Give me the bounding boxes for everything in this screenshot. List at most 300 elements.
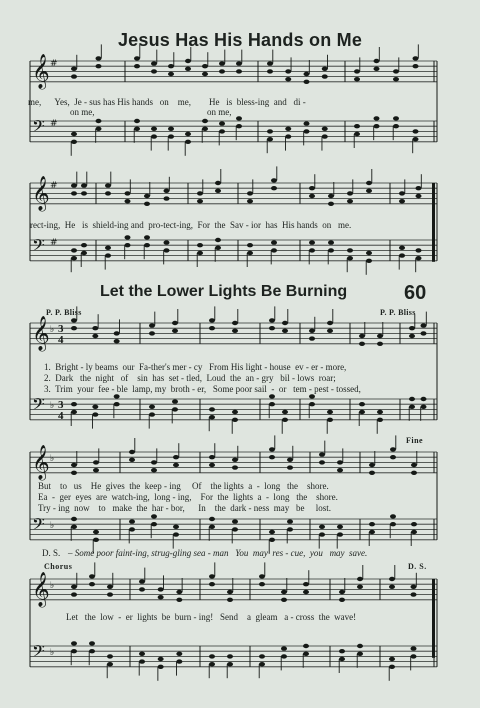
notehead [185,67,191,71]
notehead [269,318,275,322]
notehead [389,585,395,589]
notehead [232,321,238,325]
notehead [389,657,395,661]
notehead [413,64,419,68]
notehead [105,191,111,195]
notehead [303,644,309,648]
notehead [232,418,238,422]
notehead [168,64,174,68]
notehead [144,202,150,206]
notehead [357,585,363,589]
composer-credit: P. P. Bliss [46,308,82,317]
notehead [421,397,427,401]
notehead [219,121,225,125]
notehead [285,77,291,81]
notehead [114,331,120,335]
notehead [287,519,293,523]
notehead [337,525,343,529]
notehead [149,323,155,327]
notehead [96,56,102,60]
notehead [236,124,242,128]
notehead [390,522,396,526]
notehead [209,407,215,411]
notehead [269,402,275,406]
notehead [416,186,422,190]
sharp-icon: # [50,181,58,191]
notehead [357,644,363,648]
notehead [303,590,309,594]
notehead [319,532,325,536]
treble-clef-icon: 𝄞 [32,54,50,89]
notehead [399,253,405,257]
notehead [357,652,363,656]
notehead [287,458,293,462]
notehead [209,318,215,322]
notehead [393,116,399,120]
lyric-line: on me, on me, [70,107,232,117]
notehead [209,662,215,666]
notehead [411,654,417,658]
notehead [172,407,178,411]
notehead [89,641,95,645]
notehead [89,574,95,578]
notehead [337,460,343,464]
notehead [71,67,77,71]
notehead [151,514,157,518]
notehead [71,191,77,195]
notehead [411,646,417,650]
notehead [366,189,372,193]
notehead [176,590,182,594]
ds-lyric-line: – Some poor faint-ing, strug-gling sea - man You may res - cue, you may save. [68,548,368,558]
notehead [354,77,360,81]
notehead [96,127,102,131]
notehead [93,460,99,464]
notehead [281,654,287,658]
notehead [359,342,365,346]
notehead [271,186,277,190]
notehead [144,235,150,239]
sharp-icon: # [50,119,58,129]
treble-clef-icon: 𝄞 [32,176,50,211]
notehead [139,659,145,663]
verse-2-line: Ea - ger eyes are watch-ing, long - ing, For the lights a - long the shore. [38,492,338,502]
notehead [158,587,164,591]
notehead [411,585,417,589]
notehead [304,121,310,125]
notehead [81,183,87,187]
sharp-icon: # [50,59,58,69]
notehead [236,61,242,65]
notehead [303,582,309,586]
notehead [96,64,102,68]
notehead [281,590,287,594]
notehead [366,181,372,185]
notehead [309,186,315,190]
notehead [347,256,353,260]
notehead [327,418,333,422]
notehead [322,74,328,78]
notehead [105,183,111,187]
notehead [259,574,265,578]
notehead [421,331,427,335]
notehead [209,326,215,330]
notehead [71,649,77,653]
notehead [282,410,288,414]
notehead [399,191,405,195]
bass-clef-icon: 𝄢 [32,235,45,259]
notehead [369,463,375,467]
verse-3-line: 3. Trim your fee - ble lamp, my broth - er, Some poor sail - or tem - pest - tossed, [44,384,361,394]
notehead [269,530,275,534]
notehead [354,69,360,73]
notehead [92,334,98,338]
notehead [271,240,277,244]
notehead [411,463,417,467]
notehead [209,574,215,578]
lyric-line: rect-ing, He is shield-ing and pro-tect-ing, For the Sav - ior has His hands on me. [30,220,352,230]
notehead [377,418,383,422]
notehead [81,251,87,255]
notehead [271,248,277,252]
notehead [309,336,315,340]
notehead [377,410,383,414]
notehead [71,585,77,589]
time-signature: 3 [58,399,64,411]
notehead [197,199,203,203]
bass-clef-icon: 𝄢 [32,116,45,140]
notehead [93,530,99,534]
hymn-title-jesus-has-his-hands: Jesus Has His Hands on Me [117,30,363,50]
treble-clef-icon: 𝄞 [32,572,50,607]
notehead [409,334,415,338]
notehead [93,538,99,542]
notehead [197,251,203,255]
notehead [399,246,405,250]
notehead [416,194,422,198]
notehead [209,582,215,586]
notehead [71,402,77,406]
notehead [215,246,221,250]
notehead [339,649,345,653]
notehead [168,134,174,138]
treble-clef-icon: 𝄞 [32,445,50,480]
notehead [269,455,275,459]
notehead [393,77,399,81]
notehead [197,243,203,247]
treble-clef-icon: 𝄞 [32,316,50,351]
notehead [71,471,77,475]
notehead [416,248,422,252]
notehead [366,251,372,255]
notehead [413,137,419,141]
notehead [219,61,225,65]
notehead [359,410,365,414]
notehead [232,465,238,469]
notehead [168,127,174,131]
notehead [322,67,328,71]
notehead [173,455,179,459]
notehead [232,410,238,414]
notehead [114,339,120,343]
notehead [89,582,95,586]
notehead [232,527,238,531]
notehead [357,577,363,581]
notehead [319,460,325,464]
notehead [209,463,215,467]
flat-icon: ♭ [50,521,55,531]
bass-clef-icon: 𝄢 [32,394,45,418]
notehead [271,178,277,182]
notehead [409,405,415,409]
notehead [304,129,310,133]
notehead [327,329,333,333]
notehead [369,530,375,534]
notehead [209,654,215,658]
notehead [354,124,360,128]
notehead [134,119,140,123]
notehead [151,460,157,464]
final-barline [432,579,435,658]
notehead [185,140,191,144]
notehead [185,59,191,63]
notehead [309,248,315,252]
ds-marker: D. S. [408,562,427,571]
notehead [71,183,77,187]
notehead [139,579,145,583]
notehead [71,592,77,596]
notehead [399,199,405,203]
notehead [227,654,233,658]
notehead [173,463,179,467]
notehead [287,465,293,469]
notehead [347,248,353,252]
notehead [390,514,396,518]
notehead [319,525,325,529]
notehead [71,517,77,521]
notehead [172,399,178,403]
notehead [267,137,273,141]
notehead [149,412,155,416]
notehead [409,397,415,401]
author-credit: P. P. Bliss [380,308,416,317]
notehead [347,199,353,203]
notehead [173,525,179,529]
notehead [421,323,427,327]
notehead [267,61,273,65]
notehead [354,132,360,136]
notehead [282,329,288,333]
notehead [411,522,417,526]
notehead [92,326,98,330]
notehead [247,251,253,255]
notehead [139,652,145,656]
notehead [374,67,380,71]
notehead [71,248,77,252]
notehead [219,69,225,73]
notehead [125,191,131,195]
notehead [71,74,77,78]
notehead [309,240,315,244]
notehead [267,129,273,133]
notehead [107,592,113,596]
notehead [232,458,238,462]
notehead [144,243,150,247]
notehead [209,517,215,521]
hymn-title-lower-lights: Let the Lower Lights Be Burning [100,283,348,300]
notehead [129,458,135,462]
notehead [164,189,170,193]
notehead [164,248,170,252]
notehead [176,659,182,663]
notehead [267,69,273,73]
notehead [71,410,77,414]
notehead [232,519,238,523]
notehead [259,654,265,658]
notehead [125,235,131,239]
flat-icon: ♭ [50,401,55,411]
notehead [134,64,140,68]
notehead [389,665,395,669]
notehead [377,342,383,346]
notehead [215,189,221,193]
notehead [319,452,325,456]
notehead [81,191,87,195]
notehead [339,598,345,602]
bass-clef-icon: 𝄢 [32,641,45,665]
notehead [339,590,345,594]
notehead [227,598,233,602]
sharp-icon: # [50,238,58,248]
notehead [176,652,182,656]
notehead [151,69,157,73]
notehead [129,519,135,523]
notehead [247,199,253,203]
final-barline [432,183,435,262]
notehead [71,140,77,144]
notehead [176,598,182,602]
notehead [269,538,275,542]
notehead [215,181,221,185]
notehead [172,321,178,325]
notehead [369,471,375,475]
notehead [390,447,396,451]
notehead [151,468,157,472]
notehead [416,256,422,260]
notehead [390,455,396,459]
notehead [202,64,208,68]
notehead [309,194,315,198]
notehead [164,240,170,244]
notehead [259,582,265,586]
notehead [304,72,310,76]
notehead [139,587,145,591]
notehead [149,331,155,335]
fine-marker: Fine [406,436,424,445]
notehead [377,334,383,338]
notehead [151,61,157,65]
flat-icon: ♭ [50,648,55,658]
notehead [173,532,179,536]
notehead [389,577,395,581]
notehead [374,116,380,120]
verse-3-line: Try - ing now to make the har - bor, In the dark - ness may be lost. [38,503,332,513]
notehead [71,641,77,645]
notehead [168,72,174,76]
notehead [269,447,275,451]
notehead [287,527,293,531]
bass-clef-icon: 𝄢 [32,514,45,538]
notehead [71,318,77,322]
notehead [105,246,111,250]
notehead [96,119,102,123]
flat-icon: ♭ [50,454,55,464]
notehead [107,662,113,666]
notehead [409,326,415,330]
notehead [269,326,275,330]
notehead [158,657,164,661]
notehead [89,649,95,653]
notehead [134,127,140,131]
notehead [247,243,253,247]
lyric-line: me, Yes, Je - sus has His hands on me, He is bless-ing and di - [28,97,306,107]
notehead [71,463,77,467]
notehead [105,253,111,257]
notehead [309,402,315,406]
notehead [366,259,372,263]
notehead [227,590,233,594]
notehead [215,238,221,242]
notehead [327,321,333,325]
notehead [247,191,253,195]
notehead [282,418,288,422]
notehead [411,530,417,534]
notehead [281,598,287,602]
notehead [309,329,315,333]
notehead [359,334,365,338]
notehead [92,405,98,409]
notehead [337,468,343,472]
notehead [158,595,164,599]
notehead [303,652,309,656]
notehead [282,321,288,325]
notehead [209,415,215,419]
notehead [232,329,238,333]
notehead [151,134,157,138]
notehead [107,654,113,658]
notehead [285,127,291,131]
notehead [236,69,242,73]
notehead [411,592,417,596]
hymn-number: 60 [404,282,427,304]
notehead [197,191,203,195]
notehead [81,243,87,247]
notehead [328,240,334,244]
notehead [285,134,291,138]
notehead [151,127,157,131]
notehead [285,69,291,73]
notehead [71,326,77,330]
ds-label: D. S. [42,548,61,558]
flat-icon: ♭ [50,581,55,591]
verse-1-line: But to us He gives the keep - ing Of the lights a - long the shore. [38,481,329,491]
notehead [369,522,375,526]
notehead [322,134,328,138]
time-signature: 3 [58,323,64,335]
notehead [125,199,131,203]
notehead [125,243,131,247]
notehead [202,127,208,131]
